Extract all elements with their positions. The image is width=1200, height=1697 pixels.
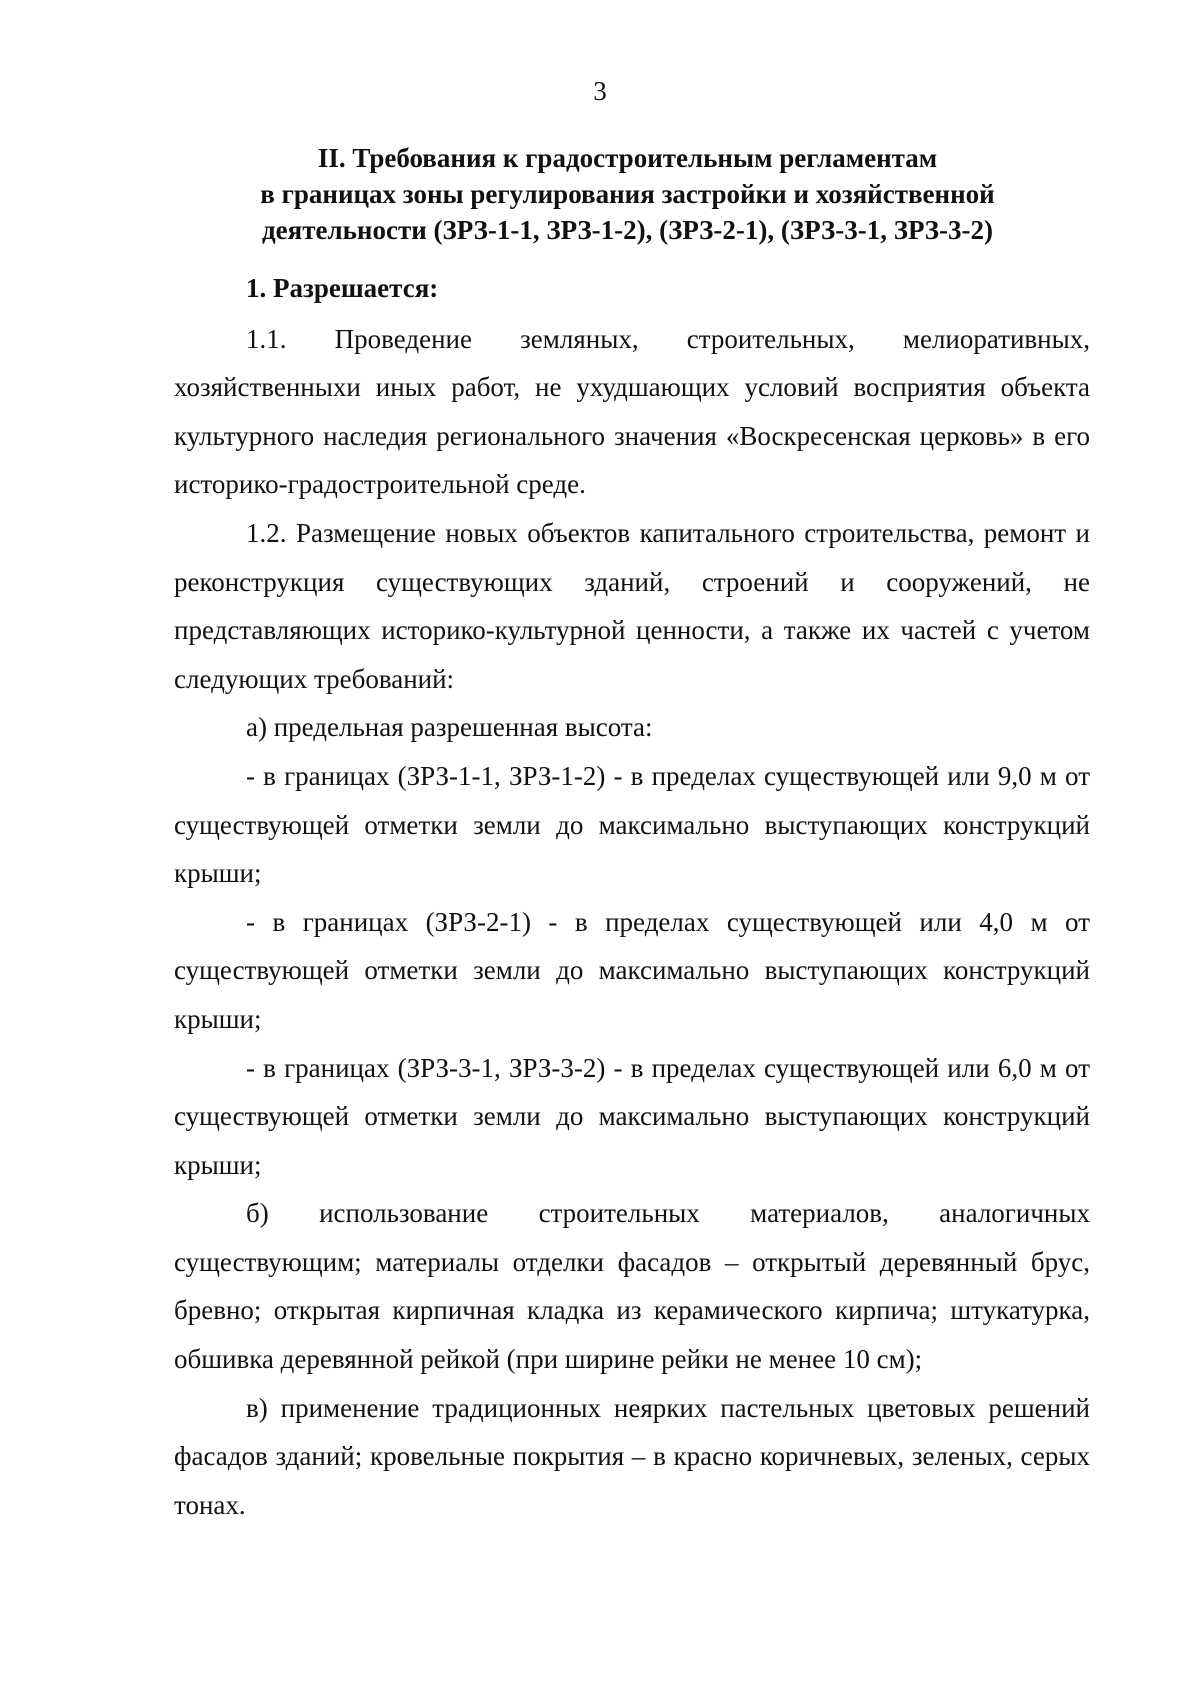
paragraph-1-1: 1.1. Проведение земляных, строительных, мелиоративных, хозяйственныхи иных работ, не ухудшающих условий восприятия объекта культурного наследия регионального значения «Воскресенская церковь» в его историко-градостроительной среде.: [174, 323, 1090, 500]
paragraph-v: в) применение традиционных неярких пастельных цветовых решений фасадов зданий; кровельные покрытия – в красно коричневых, зеленых, серых тонах.: [174, 1392, 1090, 1520]
paragraph-a-item-3: - в границах (ЗРЗ-3-1, ЗРЗ-3-2) - в пределах существующей или 6,0 м от существующей отметки земли до максимально выступающих конструкций крыши;: [174, 1052, 1090, 1180]
section-heading: [170, 140, 1085, 248]
section-title: 1. Разрешается:: [246, 273, 439, 303]
paragraph-a-item-2: - в границах (ЗРЗ-2-1) - в пределах существующей или 4,0 м от существующей отметки земли до максимально выступающих конструкций крыши;: [174, 906, 1090, 1034]
heading-line-1: II. Требования к градостроительным регламентам: [317, 143, 938, 173]
document-body: [174, 264, 1090, 1529]
heading-line-2: в границах зоны регулирования застройки и хозяйственной: [260, 179, 995, 209]
paragraph-1-2: 1.2. Размещение новых объектов капитального строительства, ремонт и реконструкция существующих зданий, строений и сооружений, не представляющих историко-культурной ценности, а также их частей с учетом следующих требований:: [174, 517, 1090, 694]
heading-line-3: деятельности (ЗРЗ-1-1, ЗРЗ-1-2), (ЗРЗ-2-1), (ЗРЗ-3-1, ЗРЗ-3-2): [261, 215, 994, 245]
paragraph-a: а) предельная разрешенная высота:: [246, 712, 653, 743]
paragraph-b: б) использование строительных материалов, аналогичных существующим; материалы отделки фасадов – открытый деревянный брус, бревно; открытая кирпичная кладка из керамического кирпича; штукатурка, обшивка деревянной рейкой (при ширине рейки не менее 10 см);: [174, 1198, 1090, 1375]
paragraph-a-item-1: - в границах (ЗРЗ-1-1, ЗРЗ-1-2) - в пределах существующей или 9,0 м от существующей отметки земли до максимально выступающих конструкций крыши;: [174, 760, 1090, 889]
page-number: 3: [593, 76, 607, 106]
